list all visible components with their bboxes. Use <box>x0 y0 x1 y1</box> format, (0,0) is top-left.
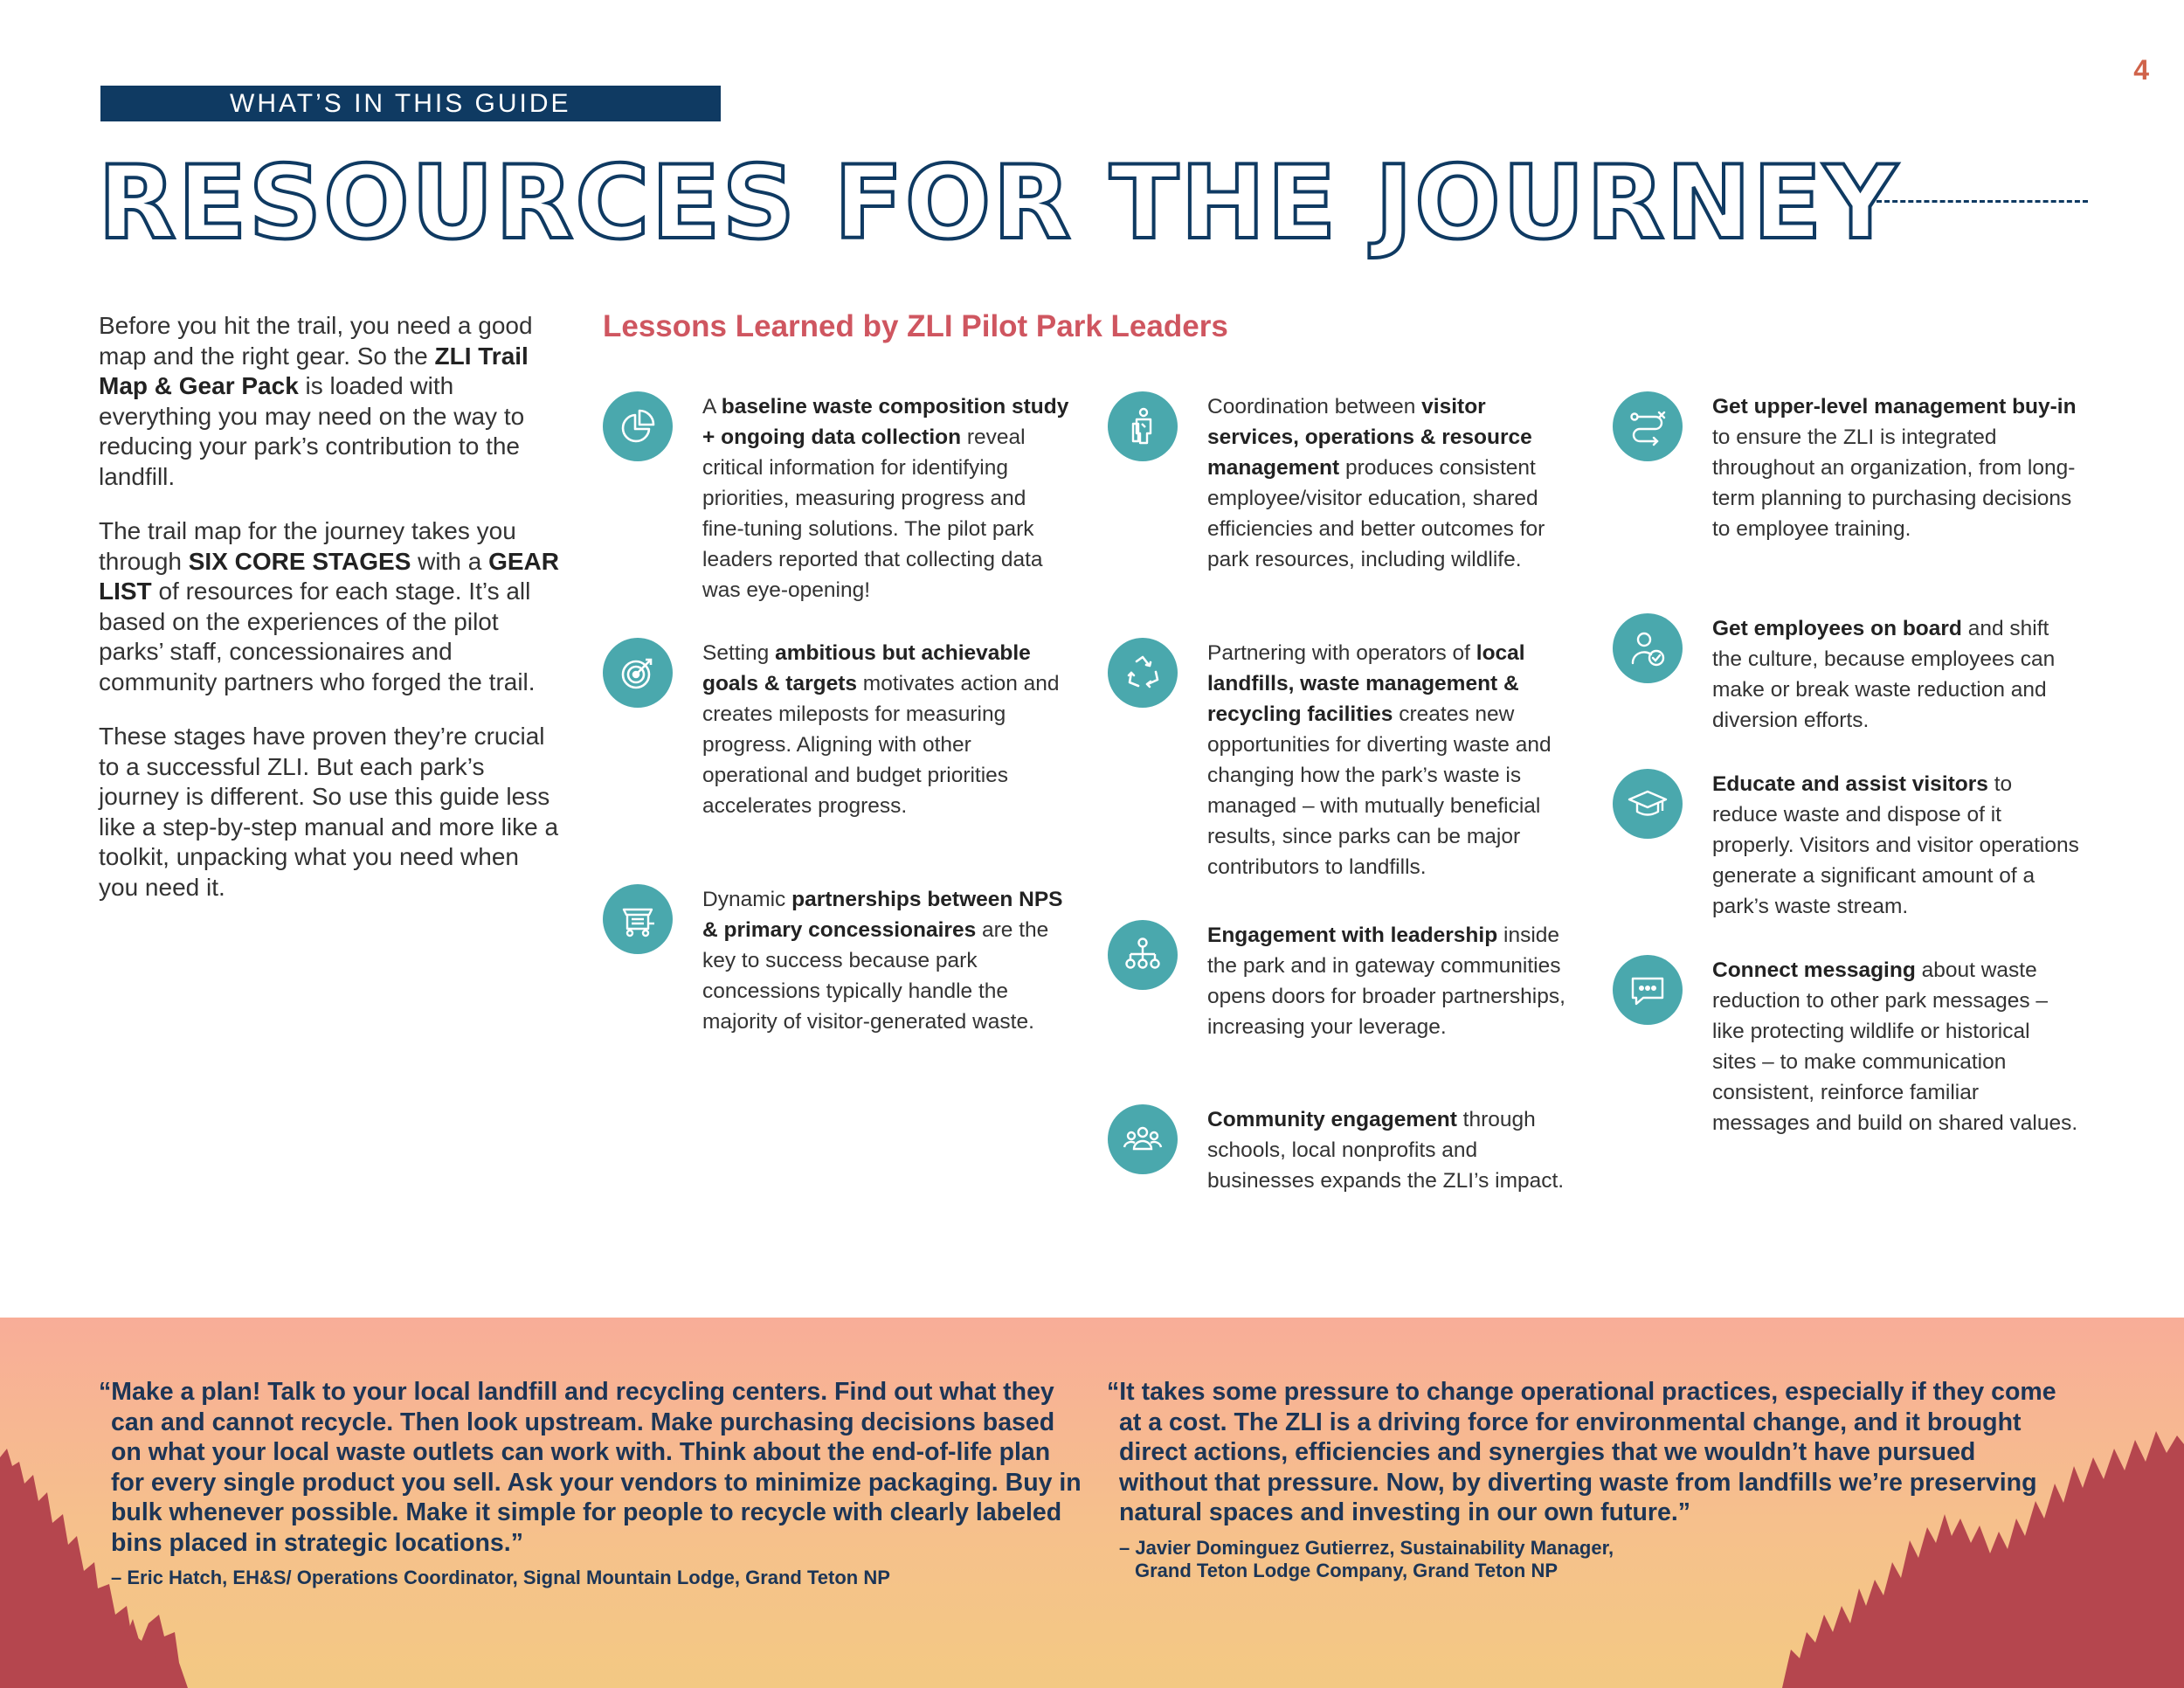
lesson-text: Get upper-level management buy-in to ensure the ZLI is integrated throughout an organization, from long-term planning to purchasing decisions to employee training. <box>1712 395 2077 541</box>
lesson-text: Partnering with operators of local landfills, waste management & recycling facilities creates new opportunities for diverting waste and changing how the park’s waste is managed – with mutually beneficial results, since parks can be major contributors to landfills. <box>1207 641 1552 879</box>
quote-1-attribution: – Eric Hatch, EH&S/ Operations Coordinator, Signal Mountain Lodge, Grand Teton NP <box>111 1567 890 1588</box>
lesson-text: Connect messaging about waste reduction to other park messages – like protecting wildlife or historical sites – to make communication consistent, reinforce familiar messages and build on shared values. <box>1712 958 2078 1135</box>
title-dashed-rule <box>1876 200 2088 203</box>
chat-bubble-icon <box>1613 955 1683 1025</box>
intro-paragraph-3: These stages have proven they’re crucial to a successful ZLI. But each park’s journey is different. So use this guide less like a step-by-step manual and more like a toolkit, unpacking what you need when you need it. <box>99 723 559 901</box>
quote-2-text: “It takes some pressure to change operational practices, especially if they come at a cost. The ZLI is a driving force for environmental change, and it brought direct actions, efficiencies and synergies that we wouldn’t have pursued without that pressure. Now, by diverting waste from landfills we’re preserving natural spaces and investing in our own future.” <box>1107 1378 2056 1526</box>
lesson-text: Engagement with leadership inside the park and in gateway communities opens doors for broader partnerships, increasing your leverage. <box>1207 924 1565 1039</box>
lesson-text: Setting ambitious but achievable goals & targets motivates action and creates mileposts for measuring progress. Aligning with other operational and budget priorities accelerates progress. <box>702 641 1060 818</box>
quote-1 <box>99 1377 1086 1589</box>
employee-check-icon <box>1613 613 1683 683</box>
quote-1-text: “Make a plan! Talk to your local landfill and recycling centers. Find out what they can and cannot recycle. Then look upstream. Make purchasing decisions based on what your local waste outlets can work with. Think about the end-of-life plan for every single product you sell. Ask your vendors to minimize packaging. Buy in bulk whenever possible. Make it simple for people to recycle with clearly labeled bins placed in strategic locations.” <box>99 1378 1082 1557</box>
section-banner: WHAT’S IN THIS GUIDE <box>100 86 721 121</box>
graduation-cap-icon <box>1613 769 1683 839</box>
pathway-icon <box>1613 391 1683 461</box>
target-icon <box>603 638 673 708</box>
lesson-text: A baseline waste composition study + ongoing data collection reveal critical information for identifying priorities, measuring progress and fine-tuning solutions. The pilot park leaders reported that collecting data was eye-opening! <box>702 395 1069 602</box>
intro-text <box>99 311 562 927</box>
community-icon <box>1108 1104 1178 1174</box>
intro-paragraph-1: Before you hit the trail, you need a good map and the right gear. So the ZLI Trail Map & Gear Pack is loaded with everything you may need on the way to reducing your park’s contribution to the landfill. <box>99 312 533 490</box>
recycle-icon <box>1108 638 1178 708</box>
quote-band <box>0 1318 2184 1688</box>
food-cart-icon <box>603 884 673 954</box>
page-number: 4 <box>2133 54 2149 86</box>
page-title: RESOURCES FOR THE JOURNEY <box>98 144 1899 262</box>
pie-chart-icon <box>603 391 673 461</box>
quote-2-attribution-line-1: – Javier Dominguez Gutierrez, Sustainability Manager, <box>1119 1536 1614 1559</box>
org-chart-icon <box>1108 920 1178 990</box>
ranger-icon <box>1108 391 1178 461</box>
lesson-text: Coordination between visitor services, operations & resource management produces consistent employee/visitor education, shared efficiencies and better outcomes for park resources, including wildlife. <box>1207 395 1545 571</box>
quote-2-attribution <box>1107 1537 2068 1582</box>
lesson-text: Educate and assist visitors to reduce waste and dispose of it properly. Visitors and visitor operations generate a significant amount of a park’s waste stream. <box>1712 772 2079 918</box>
lesson-text: Community engagement through schools, local nonprofits and businesses expands the ZLI’s impact. <box>1207 1108 1565 1193</box>
lessons-heading: Lessons Learned by ZLI Pilot Park Leaders <box>603 309 1228 343</box>
lesson-text: Dynamic partnerships between NPS & primary concessionaires are the key to success because park concessions typically handle the majority of visitor-generated waste. <box>702 888 1063 1034</box>
lesson-text: Get employees on board and shift the culture, because employees can make or break waste reduction and diversion efforts. <box>1712 617 2056 732</box>
intro-paragraph-2: The trail map for the journey takes you through SIX CORE STAGES with a GEAR LIST of resources for each stage. It’s all based on the experiences of the pilot parks’ staff, concessionaires and community partners who forged the trail. <box>99 517 559 695</box>
quote-2 <box>1107 1377 2068 1582</box>
quote-2-attribution-line-2: Grand Teton Lodge Company, Grand Teton NP <box>1135 1559 1558 1581</box>
